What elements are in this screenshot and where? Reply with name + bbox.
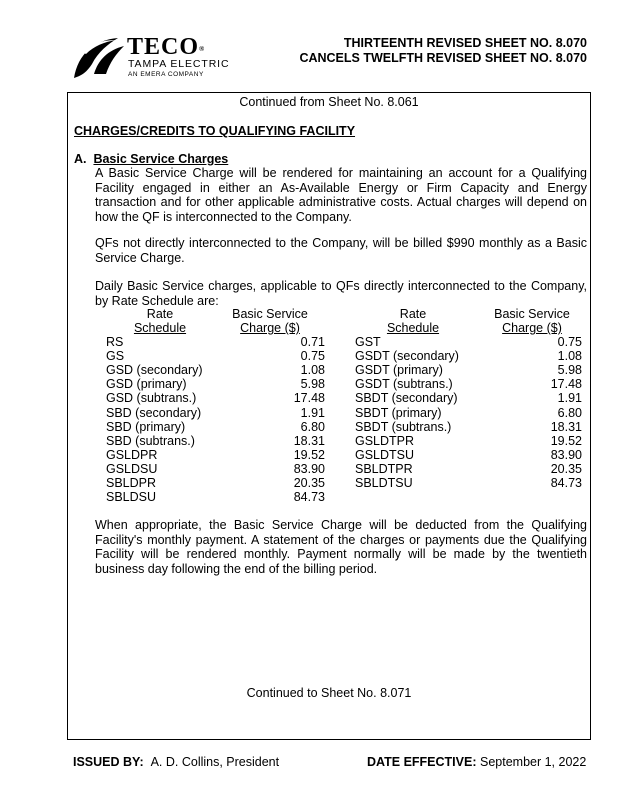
charge-value-right: 19.52 xyxy=(550,433,582,448)
charge-value-left: 6.80 xyxy=(300,419,325,434)
date-effective xyxy=(367,755,586,769)
rate-schedule-right: SBLDTSU xyxy=(355,476,413,490)
header-rate-schedule-left: Rate Schedule xyxy=(133,307,187,335)
rate-schedule-right: GSDT (secondary) xyxy=(355,349,459,364)
charge-value-right: 18.31 xyxy=(550,419,582,434)
rate-schedule-left: GSLDPR xyxy=(106,447,158,462)
rate-schedule-left: SBLDPR xyxy=(106,476,157,490)
page-title: CHARGES/CREDITS TO QUALIFYING FACILITY xyxy=(74,124,356,138)
charge-value-left: 1.91 xyxy=(300,405,325,420)
teco-logo xyxy=(72,34,242,82)
rate-schedule-right: GSDT (primary) xyxy=(355,363,443,378)
header-charge-right: Basic Service Charge ($) xyxy=(494,307,570,335)
issued-label: ISSUED BY: xyxy=(73,755,144,769)
paragraph-basic-charge: A Basic Service Charge will be rendered for maintaining an account for a Qualifying Facility engaged in either an As-Available Energy or Firm Capacity and Energy transaction and for other applicable administrative costs. Actual charges will depend on how the QF is interconnected to the Company. xyxy=(95,166,587,224)
rate-schedule-left: GS xyxy=(106,349,125,364)
charge-value-right: 1.08 xyxy=(557,349,582,364)
rate-schedule-left: GSD (secondary) xyxy=(106,363,203,378)
header-rate-schedule-right: Rate Schedule xyxy=(386,307,440,335)
charge-value-left: 83.90 xyxy=(293,461,325,476)
section-title: Basic Service Charges xyxy=(93,152,229,166)
rate-schedule-left: SBD (secondary) xyxy=(106,405,202,420)
charge-value-left: 20.35 xyxy=(293,476,325,490)
rate-schedule-left: SBLDSU xyxy=(106,490,157,505)
logo-subtitle: TAMPA ELECTRIC xyxy=(128,58,230,70)
paragraph-deduction: When appropriate, the Basic Service Charge will be deducted from the Qualifying Facility's monthly payment. A statement of the charges or payments due the Qualifying Facility will be rendered monthly. Payment normally will be made by the twentieth business day following the end of the billing period. xyxy=(95,518,587,576)
rate-schedule-left: SBD (primary) xyxy=(106,419,186,434)
header-charge-left: Basic Service Charge ($) xyxy=(232,307,308,335)
charge-value-right: 5.98 xyxy=(557,363,582,378)
charge-value-left: 18.31 xyxy=(293,433,325,448)
sheet-cancels: CANCELS TWELFTH REVISED SHEET NO. 8.070 xyxy=(299,51,587,65)
continued-from: Continued from Sheet No. 8.061 xyxy=(239,95,419,109)
paragraph-daily-charges: Daily Basic Service charges, applicable to QFs directly interconnected to the Company, by Rate Schedule are: xyxy=(95,279,587,308)
rate-schedule-left: SBD (subtrans.) xyxy=(106,433,195,448)
rate-schedule-right: SBDT (secondary) xyxy=(355,391,458,406)
charge-value-left: 0.71 xyxy=(300,335,325,349)
charge-value-left: 1.08 xyxy=(300,363,325,378)
section-letter: A. xyxy=(74,152,87,166)
rate-schedule-left: GSD (subtrans.) xyxy=(106,391,197,406)
registered-mark: ® xyxy=(199,45,206,53)
paragraph-not-interconnected: QFs not directly interconnected to the Company, will be billed $990 monthly as a Basic Service Charge. xyxy=(95,236,587,265)
charge-value-left: 17.48 xyxy=(293,391,325,406)
charge-value-right: 17.48 xyxy=(550,377,582,392)
charge-value-left: 0.75 xyxy=(300,349,325,364)
effective-value: September 1, 2022 xyxy=(479,755,587,769)
charge-value-right: 6.80 xyxy=(557,405,582,420)
charge-value-right: 0.75 xyxy=(557,335,582,349)
rate-schedule-right: GSLDTPR xyxy=(355,433,415,448)
rate-schedule-right: GSLDTSU xyxy=(355,447,415,462)
sheet-header xyxy=(299,36,587,66)
section-heading xyxy=(74,152,228,166)
continued-to: Continued to Sheet No. 8.071 xyxy=(246,686,412,700)
rate-schedule-right: GSDT (subtrans.) xyxy=(355,377,453,392)
sheet-number: THIRTEENTH REVISED SHEET NO. 8.070 xyxy=(343,36,587,50)
rate-schedule-right: SBDT (subtrans.) xyxy=(355,419,452,434)
logo-tagline: AN EMERA COMPANY xyxy=(128,71,204,78)
issued-value: A. D. Collins, President xyxy=(150,755,280,769)
charge-value-right: 20.35 xyxy=(550,461,582,476)
rate-schedule-right: SBDT (primary) xyxy=(355,405,442,420)
charge-value-right: 83.90 xyxy=(550,447,582,462)
charge-value-left: 5.98 xyxy=(300,377,325,392)
charge-value-left: 84.73 xyxy=(293,490,325,505)
rate-schedule-right: GST xyxy=(355,335,381,349)
issued-by xyxy=(73,755,279,769)
rate-schedule-left: RS xyxy=(106,335,124,349)
rate-schedule-right: SBLDTPR xyxy=(355,461,413,476)
charge-value-left: 19.52 xyxy=(293,447,325,462)
rate-schedule-left: GSLDSU xyxy=(106,461,158,476)
logo-brand: TECO® xyxy=(127,34,206,60)
effective-label: DATE EFFECTIVE: xyxy=(367,755,477,769)
charge-value-right: 84.73 xyxy=(550,476,582,490)
teco-swoosh-icon xyxy=(72,34,126,80)
rate-schedule-left: GSD (primary) xyxy=(106,377,187,392)
charge-value-right: 1.91 xyxy=(557,391,582,406)
